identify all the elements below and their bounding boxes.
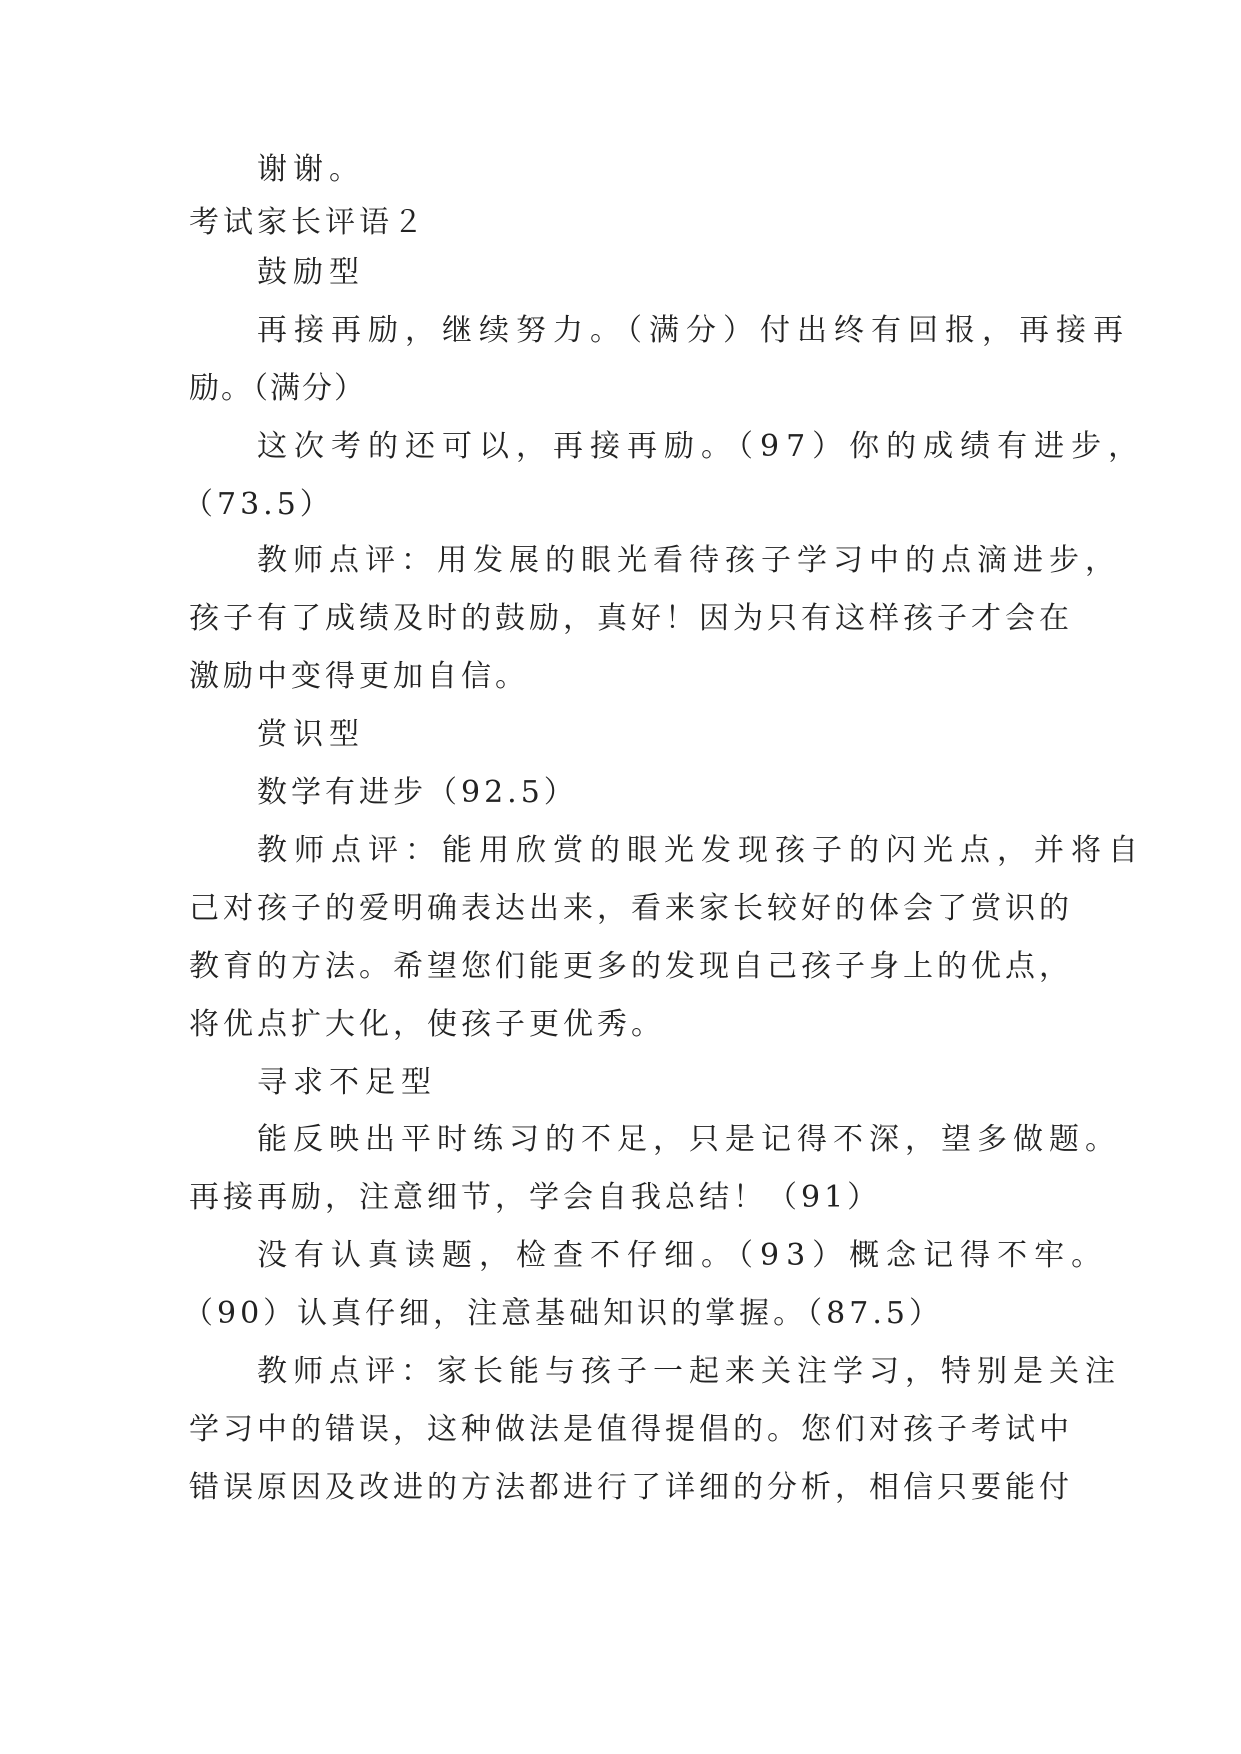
text-line: 没有认真读题，检查不仔细。（93）概念记得不牢。 — [257, 1238, 1109, 1273]
text-line: 错误原因及改进的方法都进行了详细的分析，相信只要能付 — [189, 1470, 1073, 1505]
text-line: 数学有进步（92.5） — [257, 775, 578, 810]
subheading: 寻求不足型 — [257, 1065, 437, 1100]
subheading: 赏识型 — [257, 717, 365, 752]
text-line: 再接再励，注意细节，学会自我总结！（91） — [189, 1180, 882, 1215]
text-line: 教育的方法。希望您们能更多的发现自己孩子身上的优点， — [189, 949, 1073, 984]
text-line: 孩子有了成绩及时的鼓励，真好！因为只有这样孩子才会在 — [189, 601, 1073, 636]
text-line: （73.5） — [183, 487, 334, 522]
text-line: 这次考的还可以，再接再励。（97）你的成绩有进步， — [257, 429, 1146, 464]
text-line: 能反映出平时练习的不足，只是记得不深，望多做题。 — [257, 1122, 1121, 1157]
text-line: 教师点评：用发展的眼光看待孩子学习中的点滴进步， — [257, 543, 1121, 578]
text-line: 教师点评：家长能与孩子一起来关注学习，特别是关注 — [257, 1354, 1121, 1389]
text-line: 再接再励，继续努力。（满分）付出终有回报，再接再 — [257, 313, 1130, 348]
text-line: 教师点评：能用欣赏的眼光发现孩子的闪光点，并将自 — [257, 833, 1145, 868]
text-line: 学习中的错误，这种做法是值得提倡的。您们对孩子考试中 — [189, 1412, 1073, 1447]
text-line: 励。（满分） — [189, 371, 366, 406]
text-line: 激励中变得更加自信。 — [189, 659, 529, 694]
text-line: 将优点扩大化，使孩子更优秀。 — [189, 1007, 665, 1042]
section-heading: 考试家长评语２ — [189, 205, 427, 240]
text-line: 谢谢。 — [257, 152, 365, 187]
text-line: （90）认真仔细，注意基础知识的掌握。（87.5） — [183, 1296, 943, 1331]
text-line: 己对孩子的爱明确表达出来，看来家长较好的体会了赏识的 — [189, 891, 1073, 926]
subheading: 鼓励型 — [257, 255, 365, 290]
